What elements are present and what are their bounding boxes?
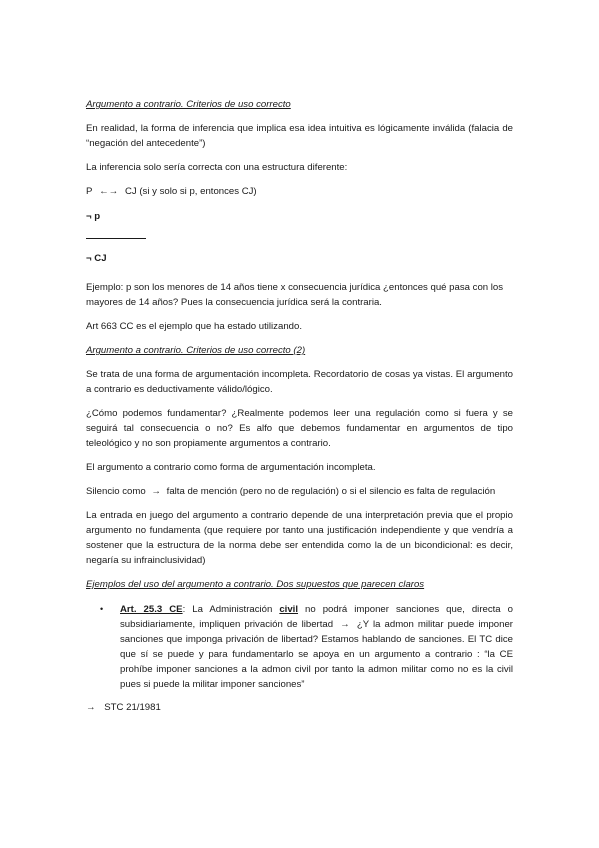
inference-line — [86, 238, 146, 239]
arrow-right-icon: → — [340, 619, 350, 630]
section-heading: Argumento a contrario. Criterios de uso correcto — [86, 99, 291, 110]
article-text-c: ¿Y la admon militar puede imponer sanciones que imponga privación de libertad? Estamos hablando de sanciones. El TC dice que sí se puede y para fundamentarlo se apoya en un argumento a contrario : “la CE prohíbe imponer sanciones a la admon civil por tanto la admon militar como no es la civil pues si puede la militar imponer sanciones” — [120, 619, 513, 690]
section-heading: Argumento a contrario. Criterios de uso correcto (2) — [86, 345, 306, 356]
case-reference — [86, 700, 513, 715]
emphasis-civil: civil — [279, 604, 299, 615]
list-item — [86, 602, 513, 692]
case-reference-text: STC 21/1981 — [104, 702, 161, 713]
biconditional-arrow-icon: ←→ — [99, 186, 119, 197]
silence-text: falta de mención (pero no de regulación) o si el silencio es falta de regulación — [166, 486, 496, 497]
negation-cj: ¬ CJ — [86, 253, 107, 264]
paragraph: El argumento a contrario como forma de argumentación incompleta. — [86, 462, 376, 473]
paragraph: En realidad, la forma de inferencia que implica esa idea intuitiva es lógicamente inválida (falacia de “negación del antecedente”) — [86, 123, 513, 149]
article-text-a: : La Administración — [182, 604, 280, 615]
paragraph: La inferencia solo sería correcta con una estructura diferente: — [86, 162, 348, 173]
arrow-right-icon: → — [86, 702, 96, 713]
formula-right: CJ (si y solo si p, entonces CJ) — [124, 186, 257, 197]
silence-label: Silencio como — [86, 486, 146, 497]
paragraph: ¿Cómo podemos fundamentar? ¿Realmente podemos leer una regulación como si fuera y se seguirá tal consecuencia o no? Es alfo que debemos fundamentar en argumentos de tipo teleológico y no son propiamente argumentos a contrario. — [86, 408, 513, 449]
article-reference: Art. 25.3 CE — [120, 604, 183, 615]
paragraph: Se trata de una forma de argumentación incompleta. Recordatorio de cosas ya vistas. El argumento a contrario es deductivamente válido/lógico. — [86, 369, 513, 395]
paragraph-example: Ejemplo: p son los menores de 14 años tiene x consecuencia jurídica ¿entonces qué pasa con los mayores de 14 años? Pues la consecuencia jurídica será la contraria. — [86, 282, 504, 308]
paragraph-art-note: Art 663 CC es el ejemplo que ha estado utilizando. — [86, 321, 302, 332]
negation-p: ¬ p — [86, 211, 101, 222]
article-text-b: no podrá imponer sanciones que, directa o subsidiariamente, impliquen privación de libertad — [120, 604, 513, 630]
bullet-icon: • — [100, 604, 104, 614]
section-heading: Ejemplos del uso del argumento a contrario. Dos supuestos que parecen claros — [86, 579, 425, 590]
paragraph: La entrada en juego del argumento a contrario depende de una interpretación previa que el propio argumento no fundamenta (que requiere por tanto una justificación independiente y que vendría a sostener que la estructura de la norma debe ser entendida como la de un bicondicional: es decir, negaría su infrainclusividad) — [86, 510, 513, 566]
arrow-right-icon: → — [151, 486, 161, 497]
formula-biconditional — [86, 184, 513, 199]
paragraph-silence — [86, 484, 513, 499]
formula-left: P — [86, 186, 93, 197]
